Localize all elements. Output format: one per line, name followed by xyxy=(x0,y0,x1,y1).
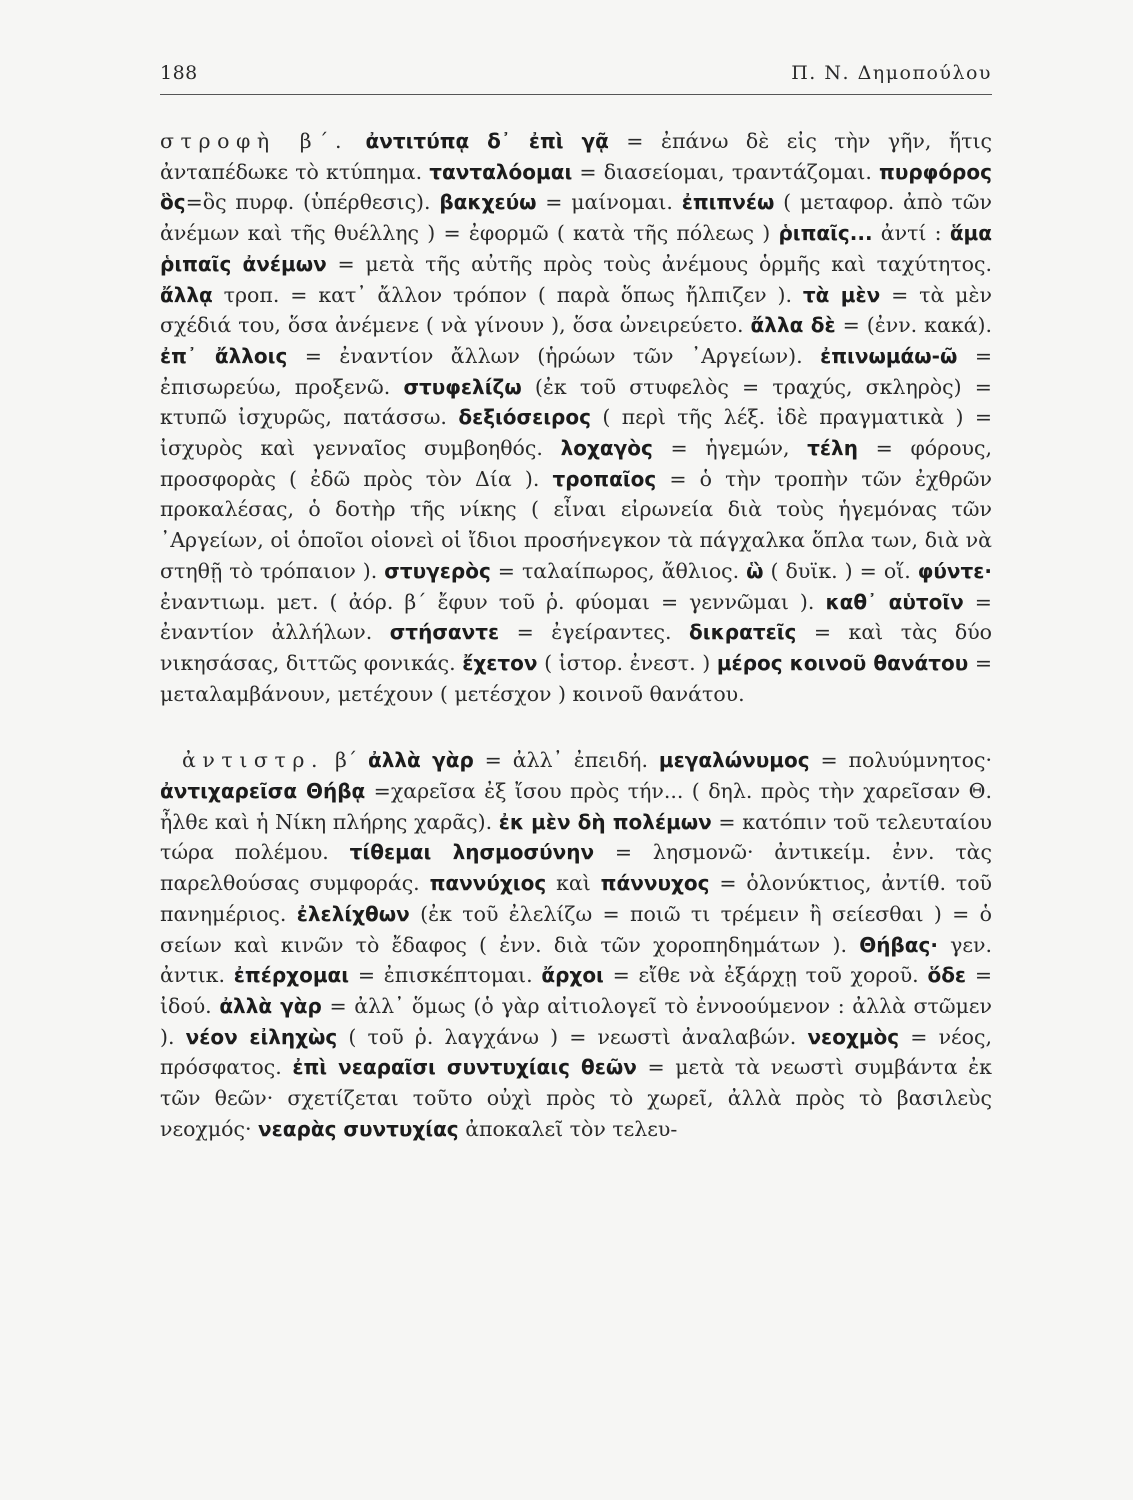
gloss-text: = ἀλλ᾿ ὅμως (ὁ γὰρ αἰτιολογεῖ τὸ ἐννοούμενον : ἀλλὰ στῶμεν ). xyxy=(160,993,992,1049)
paragraph-antistrophe xyxy=(160,745,992,1144)
headword: ἐπέρχομαι xyxy=(233,963,350,988)
headword: ὣ xyxy=(746,558,764,583)
gloss-text: ἀντί : xyxy=(872,221,950,246)
headword: ἀλλὰ γὰρ xyxy=(219,993,322,1018)
gloss-text xyxy=(348,129,365,153)
gloss-text: = τὰ μὲν σχέδιά του, ὅσα ἀνέμενε ( νὰ γίνουν ), ὅσα ὠνειρεύετο. xyxy=(160,282,992,338)
headword: ἅμα ῥιπαῖς ἀνέμων xyxy=(160,221,993,276)
gloss-text: ( ἱστορ. ἐνεστ. ) xyxy=(537,650,717,675)
gloss-text: ( μεταφορ. ἀπὸ τῶν ἀνέμων καὶ τῆς θυέλλης ) = ἐφορμῶ ( κατὰ τῆς πόλεως ) xyxy=(160,190,992,246)
headword: ἐλελίχθων xyxy=(296,901,410,926)
gloss-text: (ἐκ τοῦ στυφελὸς = τραχύς, σκληρὸς) = κτυπῶ ἰσχυρῶς, πατάσσω. xyxy=(160,374,992,430)
gloss-text: ( τοῦ ῥ. λαγχάνω ) = νεωστὶ ἀναλαβών. xyxy=(337,1024,808,1049)
gloss-text: = φόρους, προσφορὰς ( ἐδῶ πρὸς τὸν Δία ). xyxy=(160,436,992,491)
gloss-text: = ταλαίπωρος, ἄθλιος. xyxy=(490,558,747,583)
headword: τὰ μὲν xyxy=(802,282,881,307)
gloss-text: = κατόπιν τοῦ τελευταίου τώρα πολέμου. xyxy=(160,809,992,865)
headword: τέλη xyxy=(807,436,858,461)
gloss-text: ( δυϊκ. ) = οἵ. xyxy=(763,558,918,583)
headword: ἀλλὰ γὰρ xyxy=(367,748,474,773)
gloss-text: = ἐγείραντες. xyxy=(499,620,690,645)
gloss-text: = πολυύμνητος· xyxy=(809,748,993,773)
headword: ἔχετον xyxy=(462,650,538,675)
headword: στήσαντε xyxy=(389,620,500,645)
commentary-body xyxy=(160,126,992,1145)
gloss-text: = διασείομαι, τραντάζομαι. xyxy=(572,159,880,184)
headword: ἐπὶ νεαραῖσι συντυχίαις θεῶν xyxy=(292,1055,637,1080)
headword: στυγερὸς xyxy=(384,558,491,583)
headword: ἄρχοι xyxy=(541,963,604,988)
page-header xyxy=(160,62,992,95)
gloss-text: = εἴθε νὰ ἐξάρχῃ τοῦ χοροῦ. xyxy=(603,963,928,988)
headword: ἄλλα δὲ xyxy=(750,313,836,338)
headword: λοχαγὸς xyxy=(560,436,653,461)
headword: νεοχμὸς xyxy=(807,1024,900,1049)
gloss-text: ἐναντιωμ. μετ. ( ἀόρ. β΄ ἔφυν τοῦ ῥ. φύομαι = γεννῶμαι ). xyxy=(160,589,826,614)
gloss-text: = καὶ τὰς δύο νικησάσας, διττῶς φονικάς. xyxy=(160,620,993,675)
headword: τίθεμαι λησμοσύνην xyxy=(349,840,595,865)
page-number: 188 xyxy=(160,62,198,84)
gloss-text: = ἡγεμών, xyxy=(652,436,808,461)
gloss-text: β΄ xyxy=(324,748,368,773)
gloss-text: = μετὰ τὰ νεωστὶ συμβάντα ἐκ τῶν θεῶν· σχετίζεται τοῦτο οὐχὶ πρὸς τὸ χωρεῖ, ἀλλὰ πρὸς τὸ βασιλεὺς νεοχμός· xyxy=(160,1055,992,1141)
headword: ῥιπαῖς... xyxy=(778,221,873,246)
headword: πάννυχος xyxy=(600,871,710,896)
section-label: ἀντιστρ. xyxy=(182,748,325,773)
gloss-text: = ἐναντίον ἄλλων (ἡρώων τῶν ᾿Αργείων). xyxy=(287,343,821,368)
headword: φύντε· xyxy=(917,558,993,583)
gloss-text: = ἐναντίον ἀλλήλων. xyxy=(160,589,992,645)
headword: ὅδε xyxy=(927,963,967,988)
headword: βακχεύω xyxy=(439,190,537,215)
headword: στυφελίζω xyxy=(403,374,522,399)
headword: ἐπ᾿ ἄλλοις xyxy=(160,343,288,368)
headword: ἀντιχαρεῖσα Θήβᾳ xyxy=(160,779,366,804)
gloss-text: = μεταλαμβάνουν, μετέχουν ( μετέσχον ) κοινοῦ θανάτου. xyxy=(160,650,992,706)
gloss-text: = (ἐνν. κακά). xyxy=(835,313,992,338)
gloss-text: καὶ xyxy=(546,871,601,896)
headword: ἄλλᾳ xyxy=(160,282,213,307)
headword: Θήβας· xyxy=(859,932,938,957)
gloss-text: (ἐκ τοῦ ἐλελίζω = ποιῶ τι τρέμειν ἢ σείεσθαι ) = ὁ σείων καὶ κινῶν τὸ ἔδαφος ( ἐνν. διὰ τῶν χοροπηδημάτων ). xyxy=(160,901,992,957)
gloss-text: = μαίνομαι. xyxy=(536,190,682,215)
headword: πυρφόρος ὃς xyxy=(160,159,992,215)
gloss-text: = μετὰ τῆς αὐτῆς πρὸς τοὺς ἀνέμους ὁρμῆς καὶ ταχύτητος. xyxy=(326,251,993,276)
gloss-text: = νέος, πρόσφατος. xyxy=(160,1024,992,1080)
gloss-text: = λησμονῶ· ἀντικείμ. ἐνν. τὰς παρελθούσας συμφοράς. xyxy=(160,840,993,896)
headword: νέον εἰληχὼς xyxy=(185,1024,338,1049)
gloss-text: = ὁ τὴν τροπὴν τῶν ἐχθρῶν προκαλέσας, ὁ δοτὴρ τῆς νίκης ( εἶναι εἰρωνεία διὰ τοὺς ἡγεμόνας τῶν ᾿Αργείων, οἱ ὁποῖοι οἱονεὶ οἱ ἴδιοι προσήνεγκον τὰ πάγχαλκα ὅπλα των, διὰ νὰ στηθῇ τὸ τρόπαιον ). xyxy=(160,466,992,583)
gloss-text: = ἐπισωρεύω, προξενῶ. xyxy=(160,343,992,399)
headword: τροπαῖος xyxy=(552,466,657,491)
gloss-text: ( περὶ τῆς λέξ. ἰδὲ πραγματικὰ ) = ἰσχυρὸς καὶ γενναῖος συμβοηθός. xyxy=(160,405,993,461)
gloss-text: =χαρεῖσα ἐξ ἴσου πρὸς τήν... ( δηλ. πρὸς τὴν χαρεῖσαν Θ. ἦλθε καὶ ἡ Νίκη πλήρης χαρᾶς). xyxy=(160,779,992,834)
headword: ἐπιπνέω xyxy=(681,190,775,215)
gloss-text: ἀποκαλεῖ τὸν τελευ- xyxy=(458,1116,678,1141)
headword: καθ᾿ αὑτοῖν xyxy=(825,589,964,614)
headword: δεξιόσειρος xyxy=(458,405,591,430)
gloss-text: = ὁλονύκτιος, ἀντίθ. τοῦ πανημέριος. xyxy=(160,871,992,926)
running-head: Π. Ν. Δημοπούλου xyxy=(791,62,992,84)
paragraph-strophe xyxy=(160,126,992,709)
gloss-text: = ἐπάνω δὲ εἰς τὴν γῆν, ἥτις ἀνταπέδωκε τὸ κτύπημα. xyxy=(160,129,992,184)
gloss-text: =ὃς πυρφ. (ὑπέρθεσις). xyxy=(185,190,440,215)
headword: ἀντιτύπᾳ δ᾿ ἐπὶ γᾷ xyxy=(365,129,609,153)
headword: μέρος κοινοῦ θανάτου xyxy=(716,650,969,675)
headword: νεαρὰς συντυχίας xyxy=(258,1116,459,1141)
headword: ἐκ μὲν δὴ πολέμων xyxy=(498,809,712,834)
gloss-text: γεν. ἀντικ. xyxy=(160,932,992,988)
gloss-text: = ἐπισκέπτομαι. xyxy=(349,963,542,988)
headword: τανταλόομαι xyxy=(429,159,573,184)
gloss-text: = ἰδού. xyxy=(160,963,993,1018)
section-label: στροφὴ β΄. xyxy=(160,129,349,153)
headword: ἐπινωμάω-ῶ xyxy=(820,343,958,368)
gloss-text: = ἀλλ᾿ ἐπειδή. xyxy=(473,748,659,773)
headword: παννύχιος xyxy=(429,871,547,896)
gloss-text: τροπ. = κατ᾿ ἄλλον τρόπον ( παρὰ ὅπως ἤλπιζεν ). xyxy=(212,282,803,307)
headword: μεγαλώνυμος xyxy=(658,748,810,773)
headword: δικρατεῖς xyxy=(689,620,797,645)
